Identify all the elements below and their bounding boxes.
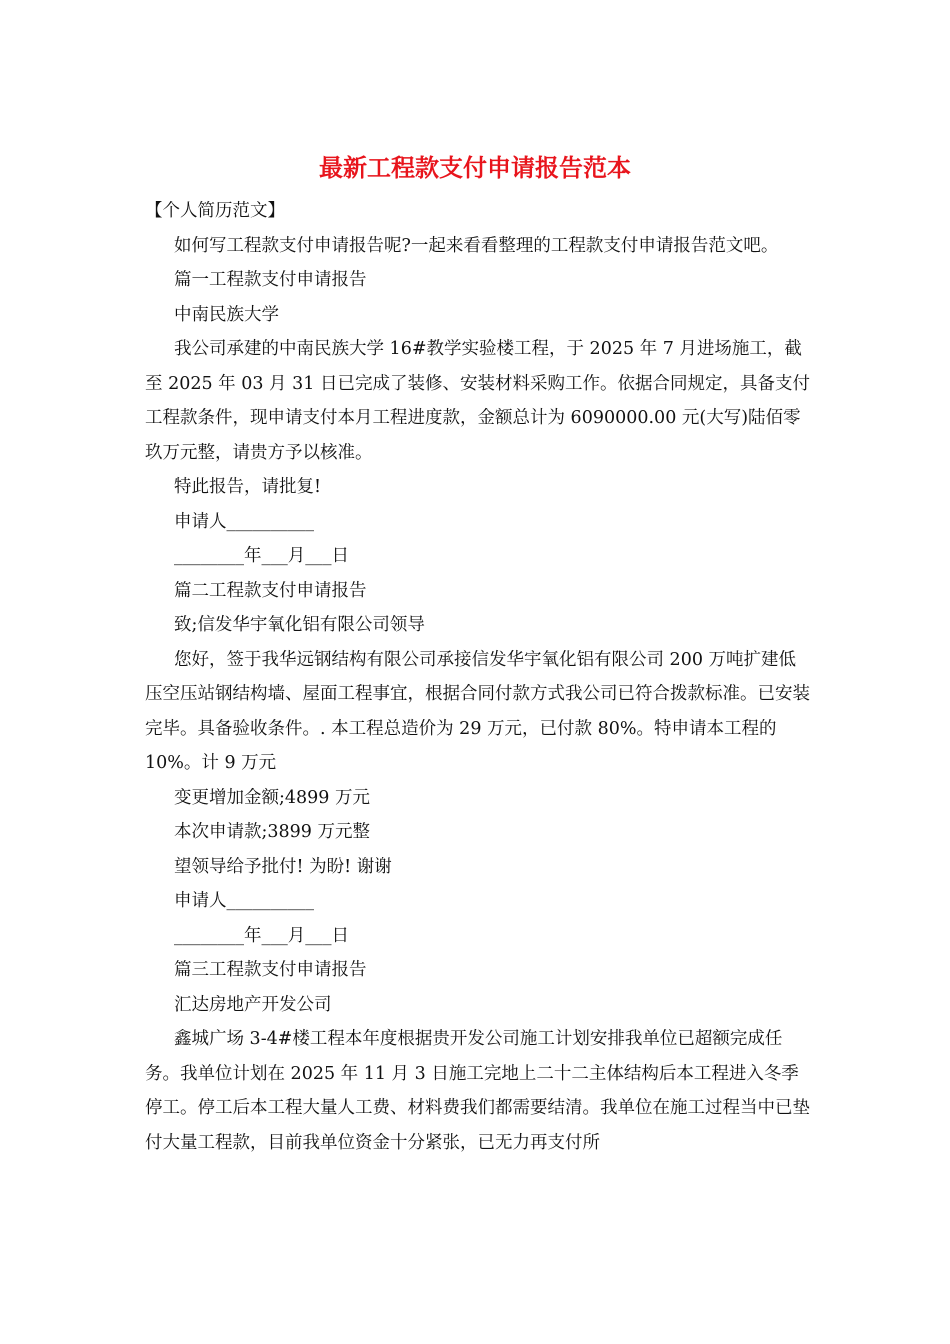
section-heading-2: 篇二工程款支付申请报告 <box>174 580 367 601</box>
recipient-1: 中南民族大学 <box>174 304 279 325</box>
paragraph-body-2: 您好，签于我华远钢结构有限公司承接信发华宇氧化铝有限公司 200 万吨扩建低压空压站钢结构墙、屋面工程事宜，根据合同付款方式我公司已符合拨款标准。已安装完毕。具备验收条件。. 本工程总造价为 29 万元，已付款 80%。特申请本工程的 10%。计 9 万元 <box>145 649 810 773</box>
closing-1: 特此报告，请批复! <box>174 477 322 497</box>
request-amount-line: 本次申请款;3899 万元整 <box>174 822 370 842</box>
closing-2: 望领导给予批付! 为盼! 谢谢 <box>174 856 392 877</box>
applicant-line-2: 申请人__________ <box>174 891 314 911</box>
recipient-3: 汇达房地产开发公司 <box>174 994 332 1015</box>
date-line-1: ________年___月___日 <box>174 546 349 566</box>
recipient-2: 致;信发华宇氧化铝有限公司领导 <box>174 615 425 635</box>
section-heading-1: 篇一工程款支付申请报告 <box>174 270 367 290</box>
paragraph-body-3: 鑫城广场 3-4#楼工程本年度根据贵开发公司施工计划安排我单位已超额完成任务。我单位计划在 2025 年 11 月 3 日施工完地上二十二主体结构后本工程进入冬季停工。停工后本工程大量人工费、材料费我们都需要结清。我单位在施工过程当中已垫付大量工程款，目前我单位资金十分紧张，已无力再支付所 <box>145 1029 810 1153</box>
document-body <box>145 194 813 1160</box>
change-amount-line: 变更增加金额;4899 万元 <box>174 787 370 808</box>
applicant-line-1: 申请人__________ <box>174 511 314 532</box>
section-heading-3: 篇三工程款支付申请报告 <box>174 960 367 980</box>
date-line-2: ________年___月___日 <box>174 925 349 946</box>
paragraph-category: 【个人简历范文】 <box>145 201 285 221</box>
paragraph-intro: 如何写工程款支付申请报告呢?一起来看看整理的工程款支付申请报告范文吧。 <box>174 235 779 256</box>
document-title: 最新工程款支付申请报告范本 <box>319 153 631 182</box>
paragraph-body-1: 我公司承建的中南民族大学 16#教学实验楼工程，于 2025 年 7 月进场施工，截至 2025 年 03 月 31 日已完成了装修、安装材料采购工作。依据合同规定，具备支付工程款条件，现申请支付本月工程进度款，金额总计为 6090000.00 元(大写)陆佰零玖万元整，请贵方予以核准。 <box>145 339 810 463</box>
